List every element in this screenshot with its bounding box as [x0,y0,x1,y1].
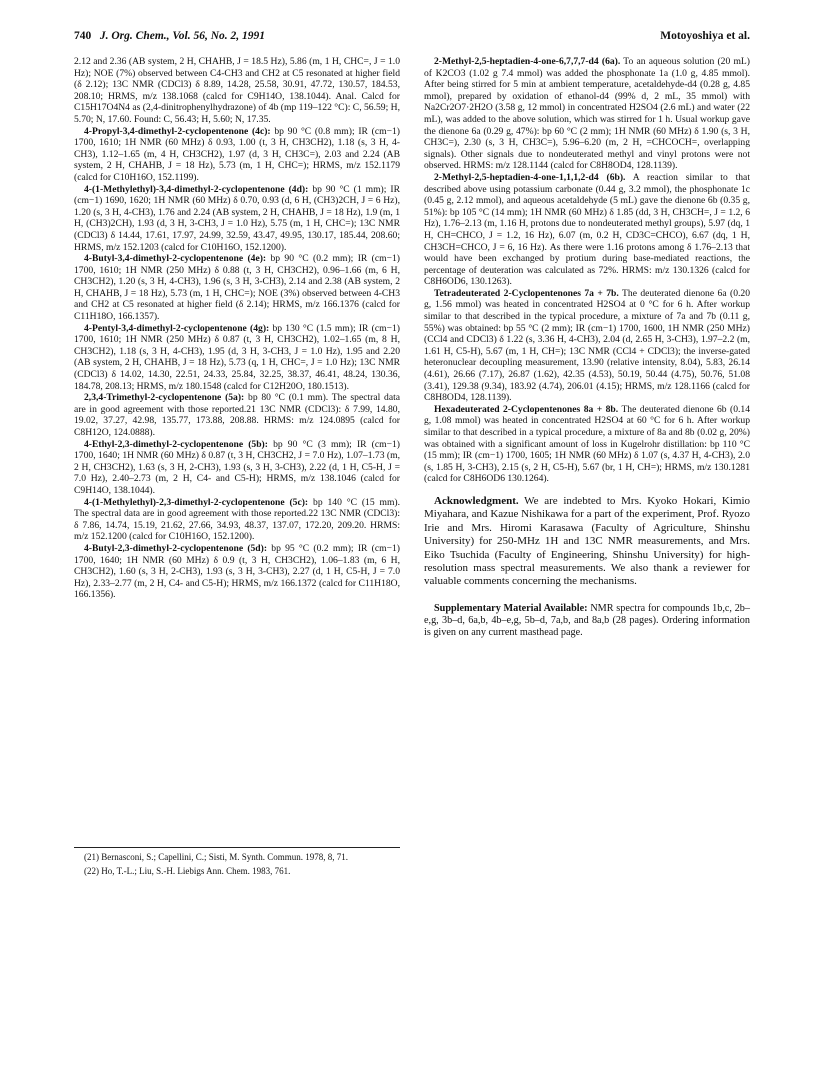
paragraph-text: bp 90 °C (1 mm); IR (cm−1) 1690, 1620; 1H NMR (60 MHz) δ 0.70, 0.93 (d, 6 H, (CH3)2CH, J = 6 Hz), 1.20 (s, 3 H, 4-CH3), 1.76 and 2.24 (AB system, 2 H, CHAHB, J = 18 Hz), 1.9 (m, 1 H, (CH3)2CH), 1.93 (d, 3 H, 3-CH3, J = 1.0 Hz), 5.75 (m, 1 H, CHC=); 13C NMR (CDCl3) δ 14.44, 17.61, 17.97, 24.99, 32.59, 43.47, 49.95, 130.17, 185.44, 208.60; HRMS, m/z 152.1203 (calcd for C10H16O, 152.1200). [74,183,400,253]
acknowledgment-text: We are indebted to Mrs. Kyoko Hokari, Kimio Miyahara, and Kazue Nishikawa for a part of the experiment, Prof. Ryozo Irie and Mrs. Hiromi Karasawa (Faculty of Agriculture, Shinshu University) for 250-MHz 1H and 13C NMR measurements, and Mrs. Eiko Tsuchida (Faculty of Engineering, Shinshu University) for high-resolution mass spectral measurements. We also thank a reviewer for valuable comments concerning the mechanisms. [424,494,750,588]
paragraph-text: bp 80 °C (0.1 mm). The spectral data are in good agreement with those reported.21 13C NMR (CDCl3): δ 7.99, 14.80, 19.02, 37.27, 42.98, 135.77, 173.88, 208.88. HRMS: m/z 124.0895 (calcd for C8H12O, 124.0888). [74,392,400,438]
paragraph [424,56,750,172]
paragraph [74,543,400,601]
paragraph [74,323,400,393]
paragraph-text: bp 130 °C (1.5 mm); IR (cm−1) 1700, 1610; 1H NMR (250 MHz) δ 0.87 (t, 3 H, CH3CH2), 1.02–1.65 (m, 8 H, CH3CH2), 1.18 (s, 3 H, 4-CH3), 1.95 (d, 3 H, 3-CH3, J = 1.0 Hz), 1.95 and 2.20 (AB system, 2 H, CHAHB, J = 18 Hz), 5.73 (q, 1 H, CHC=, J = 1.0 Hz); 13C NMR (CDCl3) δ 14.02, 14.30, 22.51, 24.33, 25.84, 32.25, 38.37, 46.41, 48.24, 130.36, 184.78, 208.13; HRMS, m/z 180.1548 (calcd for C12H20O, 180.1513). [74,322,400,392]
compound-heading: 4-Propyl-3,4-dimethyl-2-cyclopentenone (4c): [84,125,271,137]
compound-heading: 2,3,4-Trimethyl-2-cyclopentenone (5a): [84,392,245,404]
journal-citation: J. Org. Chem., Vol. 56, No. 2, 1991 [99,30,266,42]
paragraph [74,497,400,543]
footnote: (22) Ho, T.-L.; Liu, S.-H. Liebigs Ann. Chem. 1983, 761. [84,866,291,876]
footnote: (21) Bernasconi, S.; Capellini, C.; Sisti, M. Synth. Commun. 1978, 8, 71. [84,852,349,862]
paragraph-text: The deuterated dienone 6a (0.20 g, 1.56 mmol) was heated in concentrated H2SO4 at 0 °C for 6 h. After workup similar to that described in the typical procedure, a mixture of 7a and 7b (0.11 g, 55%) was obtained: bp 55 °C (2 mm); IR (cm−1) 1700, 1600, 1H NMR (250 MHz) (CCl4 and CDCl3) δ 1.22 (s, 3.36 H, 4-CH3), 2.04 (d, 2.65 H, 3-CH3), 1.97–2.2 (m, 1.61 H, C5-H), 5.67 (m, 1 H, CH=); 13C NMR (CCl4 + CDCl3); the inverse-gated heteronuclear decoupling measurement, 13.90 (relative intensity, 8.04), 5.83, 26.14 (4.61), 26.66 (7.17), 26.87 (1.62), 42.35 (4.53), 50.19, 50.44 (4.75), 50.76, 51.08 (3.41), 129.38 (9.34), 183.92 (4.74), 206.01 (4.15); HRMS, m/z 128.1166 (calcd for C8H8OD4, 128.1139). [424,287,750,404]
compound-heading: Tetradeuterated 2-Cyclopentenones 7a + 7b. [434,287,619,299]
compound-heading: 4-Butyl-3,4-dimethyl-2-cyclopentenone (4e): [84,253,267,265]
paragraph-text: bp 140 °C (15 mm). The spectral data are in good agreement with those reported.22 13C NMR (CDCl3): δ 7.86, 14.74, 15.19, 21.62, 27.66, 34.93, 48.37, 137.07, 172.20, 209.20. HRMS: m/z 152.1200 (calcd for C10H16O, 152.1200). [74,496,401,543]
paragraph [74,184,400,254]
paragraph-text: 2.12 and 2.36 (AB system, 2 H, CHAHB, J = 18.5 Hz), 5.86 (m, 1 H, CHC=, J = 1.0 Hz); NOE (7%) observed between C4-CH3 and CH2 at C5 resonated at higher field (δ 2.12); 13C NMR (CDCl3) δ 8.89, 14.28, 25.58, 30.91, 47.72, 130.57, 184.53, 208.10; HRMS, m/z 138.1068 (calcd for C9H14O, 138.1044). Anal. Calcd for C15H17O4N4 as (2,4-dinitrophenylhydrazone) of 4b (mp 119–122 °C): C, 56.59; H, 5.70; N, 17.60. Found: C, 56.43; H, 5.60; N, 17.35. [74,56,400,125]
page-header [74,30,750,48]
page-header-left [74,30,265,42]
supplementary-heading: Supplementary Material Available: [434,602,588,614]
right-column [424,56,750,639]
paragraph [74,126,400,184]
paragraph-text: A reaction similar to that described above using potassium carbonate (0.44 g, 3.2 mmol), the phosphonate 1c (0.45 g, 2.12 mmol), and aqueous acetaldehyde (5 mL) gave the dienone 6b (0.35 g, 51%): bp 105 °C (14 mm); 1H NMR (60 MHz) δ 1.85 (dd, 3 H, CH3CH=, J = 1.2, 6 Hz), 1.76–2.13 (m, 1.16 H, protons due to nondeuterated methyl groups), 5.97 (dq, 1 H, CH=CHCO, J = 1.2, 16 Hz), 6.07 (m, 0.2 H, CD3C=CHCO), 6.67 (dq, 1 H, CH3CH=CHCO, J = 6, 16 Hz). As there were 1.16 protons among δ 1.76–2.13 that would have been exchanged by protium during base-mediated reactions, the percentage of deuteration was calculated as 72%. HRMS: m/z 130.1326 (calcd for C8H6OD6, 130.1263). [424,171,750,288]
paragraph-text: bp 90 °C (0.8 mm); IR (cm−1) 1700, 1610; 1H NMR (60 MHz) δ 0.93, 1.00 (t, 3 H, CH3CH2), 1.18 (s, 3 H, 4-CH3), 1.12–1.65 (m, 4 H, CH3CH2), 1.97 (d, 3 H, CH3C=), 2.03 and 2.24 (AB system, 2 H, CHAHB, J = 18 Hz), 5.73 (m, 1 H, CHC=); HRMS, m/z 152.1179 (calcd for C10H16O, 152.1199). [74,125,400,183]
compound-heading: 4-Ethyl-2,3-dimethyl-2-cyclopentenone (5b): [84,438,268,450]
paragraph [74,56,400,126]
compound-heading: 2-Methyl-2,5-heptadien-4-one-1,1,1,2-d4 (6b). [434,171,626,183]
paragraph-text: bp 95 °C (0.2 mm); IR (cm−1) 1700, 1640; 1H NMR (60 MHz) δ 0.9 (t, 3 H, CH3CH2), 1.06–1.83 (m, 6 H, CH3CH2), 1.60 (s, 3 H, 2-CH3), 1.93 (s, 3 H, 3-CH3), 2.27 (d, 1 H, C5-H, J = 7.0 Hz), 2.33–2.77 (m, 2 H, C4- and C5-H); HRMS, m/z 166.1372 (calcd for C11H18O, 166.1356). [74,542,400,601]
compound-heading: 4-Pentyl-3,4-dimethyl-2-cyclopentenone (4g): [84,322,270,334]
acknowledgment-heading: Acknowledgment. [434,494,519,507]
compound-heading: 4-Butyl-2,3-dimethyl-2-cyclopentenone (5d): [84,542,268,554]
paragraph [424,172,750,288]
paragraph [424,288,750,404]
paragraph [424,404,750,485]
compound-heading: 2-Methyl-2,5-heptadien-4-one-6,7,7,7-d4 (6a). [434,56,621,67]
compound-heading: 4-(1-Methylethyl)-3,4-dimethyl-2-cyclopentenone (4d): [84,183,309,195]
paragraph-text: The deuterated dienone 6b (0.14 g, 1.08 mmol) was heated in concentrated H2SO4 at 60 °C for 6 h. After workup similar to that described in a typical procedure, a mixture of 8a and 8b (0.02 g, 20%) was obtained with a significant amount of loss in Kugelrohr distillation: bp 110 °C (15 mm); IR (cm−1) 1700, 1605; 1H NMR (60 MHz) δ 1.07 (s, 4.37 H, 4-CH3), 2.0 (s, 1.85 H, 3-CH3), 2.15 (s, 2 H, C5-H), 5.67 (br, 1 H, CH=); HRMS, m/z 130.1281 (calcd for C8H6OD6 130.1264). [424,403,750,485]
footnotes [74,847,400,880]
page-number: 740 [74,30,92,42]
running-head-authors: Motoyoshiya et al. [660,30,750,42]
paragraph-text: To an aqueous solution (20 mL) of K2CO3 (1.02 g 7.4 mmol) was added the phosphonate 1a (1.0 g, 4.85 mmol). After being stirred for 5 min at ambient temperature, acetaldehyde-d4 (0.28 g, 4.85 mmol), prepared by oxidation of ethanol-d4 (99% d, 2 mL, 35 mmol) with Na2Cr2O7·2H2O (3.58 g, 12 mmol) in concentrated H2SO4 (2.6 mL) and water (22 mL), was added to the above solution, which was stirred for 1 h. Usual workup gave the dienone 6a (0.29 g, 47%): bp 60 °C (2 mm); 1H NMR (60 MHz) δ 1.90 (s, 3 H, CH3C=), 2.30 (s, 3 H, CH3C=), 5.96–6.20 (m, 2 H, =CHCOCH=, overlapping signals). Other signals due to nondeuterated methyl and vinyl protons were not observed. HRMS: m/z 128.1144 (calcd for C8H8OD4, 128.1139). [424,56,750,172]
compound-heading: Hexadeuterated 2-Cyclopentenones 8a + 8b. [434,403,619,415]
acknowledgment-paragraph [424,495,750,589]
paragraph [74,253,400,323]
left-column [74,56,400,601]
paragraph-text: bp 90 °C (0.2 mm); IR (cm−1) 1700, 1610; 1H NMR (250 MHz) δ 0.88 (t, 3 H, CH3CH2), 0.96–1.66 (m, 6 H, CH3CH2), 1.20 (s, 3 H, 4-CH3), 1.96 (s, 3 H, 3-CH3), 2.14 and 2.38 (AB system, 2 H, CHAHB, J = 18 Hz), 5.73 (m, 1 H, CHC=); NOE (3%) observed between 4-CH3 and CH2 at C5 resonated at higher field (δ 2.14); HRMS, m/z 166.1376 (calcd for C11H18O, 166.1357). [74,253,400,323]
compound-heading: 4-(1-Methylethyl)-2,3-dimethyl-2-cyclopentenone (5c): [84,496,309,508]
supplementary-text: NMR spectra for compounds 1b,c, 2b–e,g, 3b–d, 6a,b, 4b–e,g, 5b–d, 7a,b, and 8a,b (28 pages). Ordering information is given on any current masthead page. [424,602,750,639]
supplementary-paragraph [424,603,750,640]
paragraph [74,439,400,497]
paragraph [74,392,400,438]
paragraph-text: bp 90 °C (3 mm); IR (cm−1) 1700, 1640; 1H NMR (60 MHz) δ 0.87 (t, 3 H, CH3CH2, J = 7.0 Hz), 1.07–1.73 (m, 2 H, CH3CH2), 1.63 (s, 3 H, 2-CH3), 1.93 (s, 3 H, 3-CH3), 2.22 (d, 1 H, C5-H, J = 7.0 Hz), 2.40–2.73 (m, 2 H, C4- and C5-H); HRMS, m/z 138.1046 (calcd for C9H14O, 138.1044). [74,438,400,496]
footnote-divider [74,847,400,848]
